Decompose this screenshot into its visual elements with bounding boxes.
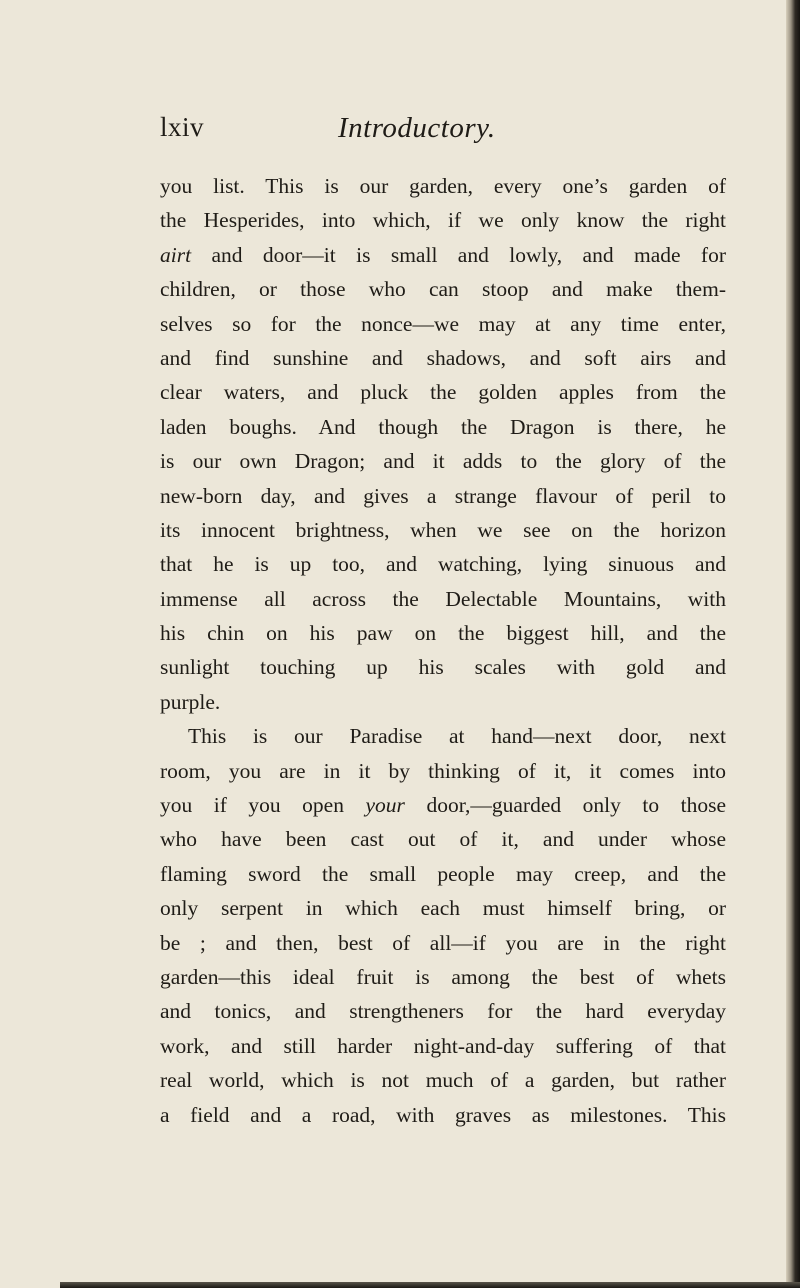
text-line: his chin on his paw on the biggest hill, and the	[160, 621, 726, 646]
text-line: airt and door—it is small and lowly, and made for	[160, 242, 726, 267]
italic-word: airt	[160, 242, 192, 267]
text-line: a field and a road, with graves as milestones. This	[160, 1102, 726, 1127]
running-header	[0, 112, 800, 152]
text-line: sunlight touching up his scales with gold and	[160, 655, 726, 680]
italic-word: your	[365, 793, 405, 818]
page-edge-shadow	[786, 0, 800, 1288]
text-line: that he is up too, and watching, lying sinuous and	[160, 552, 726, 577]
running-title: Introductory.	[338, 112, 496, 144]
text-line: new-born day, and gives a strange flavour of peril to	[160, 483, 726, 508]
text-line: This is our Paradise at hand—next door, next	[188, 724, 726, 749]
text-line: garden—this ideal fruit is among the best of whets	[160, 964, 726, 989]
text-line: only serpent in which each must himself bring, or	[160, 896, 726, 921]
text-line: is our own Dragon; and it adds to the glory of the	[160, 449, 726, 474]
text-line: who have been cast out of it, and under whose	[160, 827, 726, 852]
text-line: selves so for the nonce—we may at any time enter,	[160, 311, 726, 336]
page-bottom-edge	[60, 1282, 800, 1288]
text-line: its innocent brightness, when we see on the horizon	[160, 517, 726, 542]
text-line: real world, which is not much of a garden, but rather	[160, 1068, 726, 1093]
text-line: work, and still harder night-and-day suffering of that	[160, 1033, 726, 1058]
text-line: the Hesperides, into which, if we only know the right	[160, 208, 726, 233]
text-line: purple.	[160, 689, 221, 714]
text-line: immense all across the Delectable Mountains, with	[160, 586, 726, 611]
text-line: laden boughs. And though the Dragon is there, he	[160, 414, 726, 439]
text-line: clear waters, and pluck the golden apples from the	[160, 380, 726, 405]
text-line: you if you open your door,—guarded only to those	[160, 793, 726, 818]
body-text	[160, 169, 726, 1132]
text-line: and find sunshine and shadows, and soft airs and	[160, 345, 726, 370]
text-line: flaming sword the small people may creep, and the	[160, 861, 726, 886]
text-line: and tonics, and strengtheners for the hard everyday	[160, 999, 726, 1024]
text-line: room, you are in it by thinking of it, it comes into	[160, 758, 726, 783]
text-line: children, or those who can stoop and make them-	[160, 277, 726, 302]
text-line: be ; and then, best of all—if you are in the right	[160, 930, 726, 955]
page-number: lxiv	[160, 112, 205, 142]
text-line: you list. This is our garden, every one’s garden of	[160, 174, 726, 198]
